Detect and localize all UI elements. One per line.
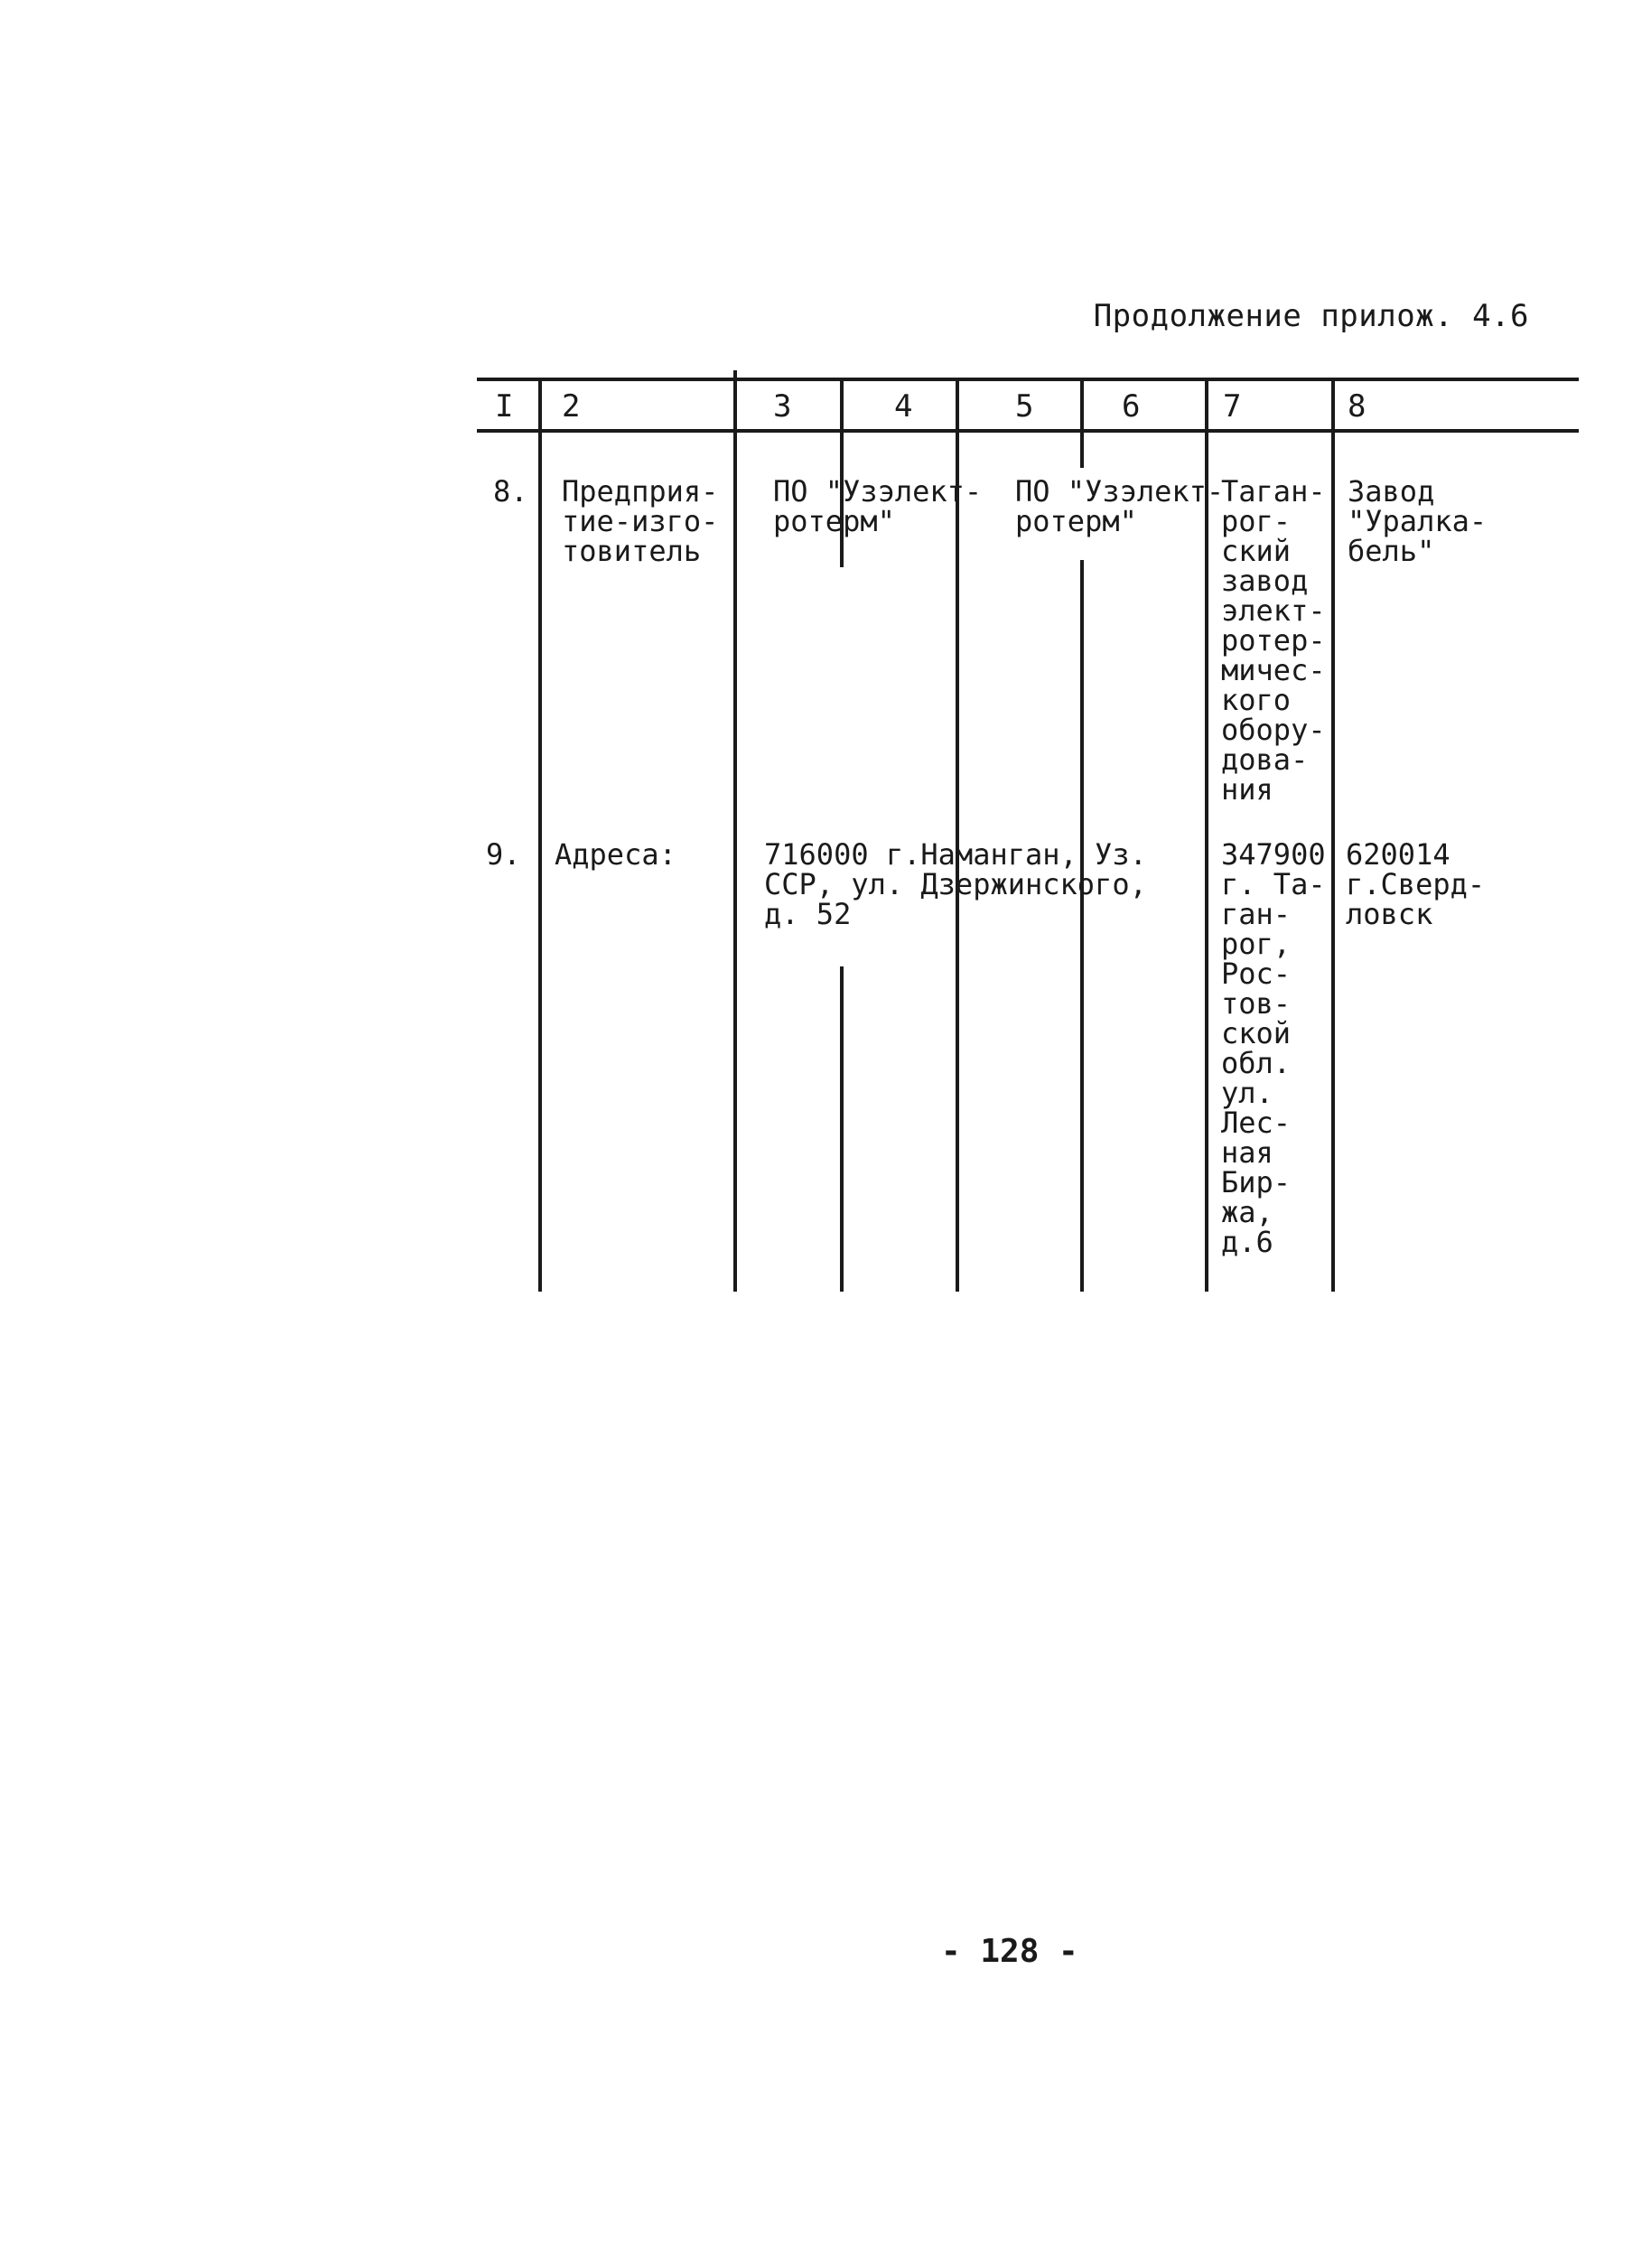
- column-divider-3: [840, 378, 844, 567]
- table-header-rule: [477, 429, 1579, 433]
- table-top-rule: [477, 378, 1579, 381]
- row-9-col-7: 347900 г. Та- ган- рог, Рос- тов- ской обл. ул. Лес- ная Бир- жа, д.6: [1221, 837, 1326, 1259]
- header-col-6: 6: [1122, 388, 1141, 425]
- header-col-1: I: [495, 388, 514, 425]
- row-8-number: 8.: [493, 474, 528, 509]
- header-col-7: 7: [1223, 388, 1242, 425]
- header-col-2: 2: [562, 388, 581, 425]
- column-divider-5: [1080, 378, 1084, 468]
- row-8-col-5-6: ПО "Узэлект- ротерм": [1015, 474, 1225, 538]
- row-8-col-7: Таган- рог- ский завод элект- ротер- мичес- кого обору- дова- ния: [1221, 474, 1326, 807]
- page-number: - 128 -: [941, 1933, 1078, 1970]
- continuation-caption: Продолжение прилож. 4.6: [1093, 298, 1529, 334]
- row-9-number: 9.: [486, 837, 521, 872]
- column-divider-1: [538, 378, 542, 1292]
- header-col-4: 4: [894, 388, 913, 425]
- header-col-8: 8: [1348, 388, 1367, 425]
- row-8-col-8: Завод "Уралка- бель": [1348, 474, 1488, 568]
- row-8-col-3-4: ПО "Узэлект- ротерм": [773, 474, 983, 538]
- row-9-col-8: 620014 г.Сверд- ловск: [1346, 837, 1486, 931]
- header-col-5: 5: [1015, 388, 1034, 425]
- column-divider-7: [1331, 378, 1335, 1292]
- column-divider-3b: [840, 966, 844, 1292]
- column-divider-2: [733, 370, 737, 1292]
- row-9-label: Адреса:: [555, 837, 676, 872]
- header-col-3: 3: [773, 388, 792, 425]
- row-8-label: Предприя- тие-изго- товитель: [562, 474, 719, 568]
- row-9-col-3-6: 716000 г.Наманган, Уз. ССР, ул. Дзержинского, д. 52: [764, 837, 1147, 931]
